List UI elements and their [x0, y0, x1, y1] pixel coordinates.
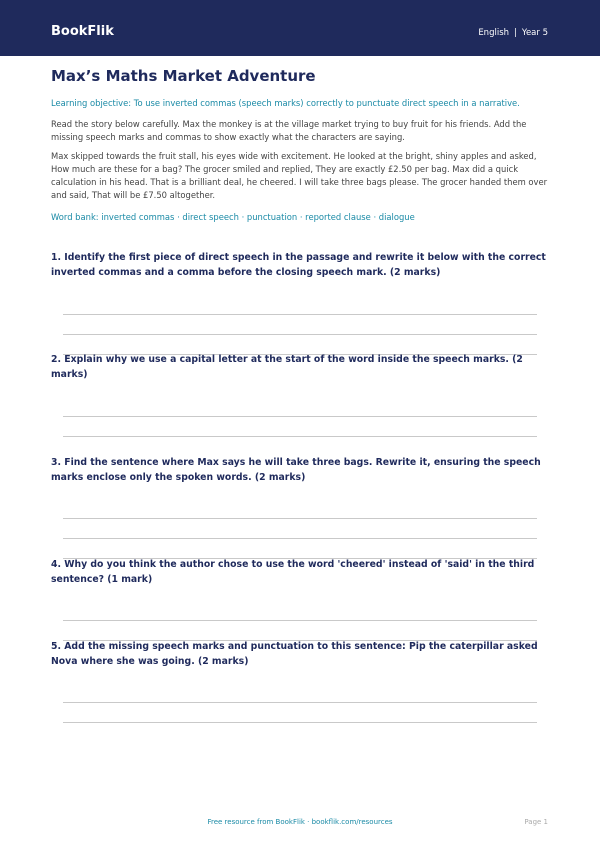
- page-header: [0, 0, 600, 56]
- subject-year-label: [478, 26, 548, 40]
- answer-line[interactable]: [63, 538, 537, 539]
- year-label: Year 5: [521, 28, 548, 38]
- question-text: 5. Add the missing speech marks and punctuation to this sentence: Pip the caterpillar asked Nova where she was going. (2 marks): [51, 641, 538, 667]
- footer-credit-link[interactable]: Free resource from BookFlik · bookflik.com/resources: [207, 818, 393, 826]
- question-text: 3. Find the sentence where Max says he will take three bags. Rewrite it, ensuring the speech marks enclose only the spoken words. (2 marks): [51, 457, 541, 483]
- page-footer: [0, 815, 600, 829]
- brand-logo[interactable]: BookFlik: [51, 24, 114, 39]
- word-bank: Word bank: inverted commas · direct speech · punctuation · reported clause · dialogue: [51, 212, 415, 222]
- question-text: 2. Explain why we use a capital letter at the start of the word inside the speech marks. (2 marks): [51, 354, 523, 380]
- learning-objective: Learning objective: To use inverted commas (speech marks) correctly to punctuate direct speech in a narrative.: [51, 98, 520, 108]
- question-text: 1. Identify the first piece of direct speech in the passage and rewrite it below with the correct inverted commas and a comma before the closing speech mark. (2 marks): [51, 252, 546, 278]
- question-3: [51, 455, 551, 485]
- question-text: 4. Why do you think the author chose to use the word 'cheered' instead of 'said' in the third sentence? (1 mark): [51, 559, 535, 585]
- worksheet-title: Max’s Maths Market Adventure: [51, 67, 316, 85]
- question-2: [51, 352, 551, 382]
- answer-line[interactable]: [63, 518, 537, 519]
- meta-separator: |: [514, 28, 517, 38]
- instructions-text: Read the story below carefully. Max the monkey is at the village market trying to buy fruit for his friends. Add the missing speech marks and commas to show exactly what the characters are saying.: [51, 119, 527, 142]
- question-5: [51, 639, 551, 669]
- answer-line[interactable]: [63, 702, 537, 703]
- subject-label: English: [478, 28, 510, 38]
- worksheet-intro: [51, 62, 551, 224]
- answer-line[interactable]: [63, 722, 537, 723]
- answer-line[interactable]: [63, 314, 537, 315]
- question-1: [51, 250, 551, 280]
- answer-line[interactable]: [63, 620, 537, 621]
- page-number: Page 1: [524, 818, 548, 826]
- question-4: [51, 557, 551, 587]
- answer-line[interactable]: [63, 416, 537, 417]
- story-passage: Max skipped towards the fruit stall, his eyes wide with excitement. He looked at the bright, shiny apples and asked, How much are these for a bag? The grocer smiled and replied, They are exactly £2.50 per bag. Max did a quick calculation in his head. That is a brilliant deal, he cheered. I will take three bags please. The grocer handed them over and said, That will be £7.50 altogether.: [51, 151, 548, 200]
- answer-line[interactable]: [63, 334, 537, 335]
- answer-line[interactable]: [63, 436, 537, 437]
